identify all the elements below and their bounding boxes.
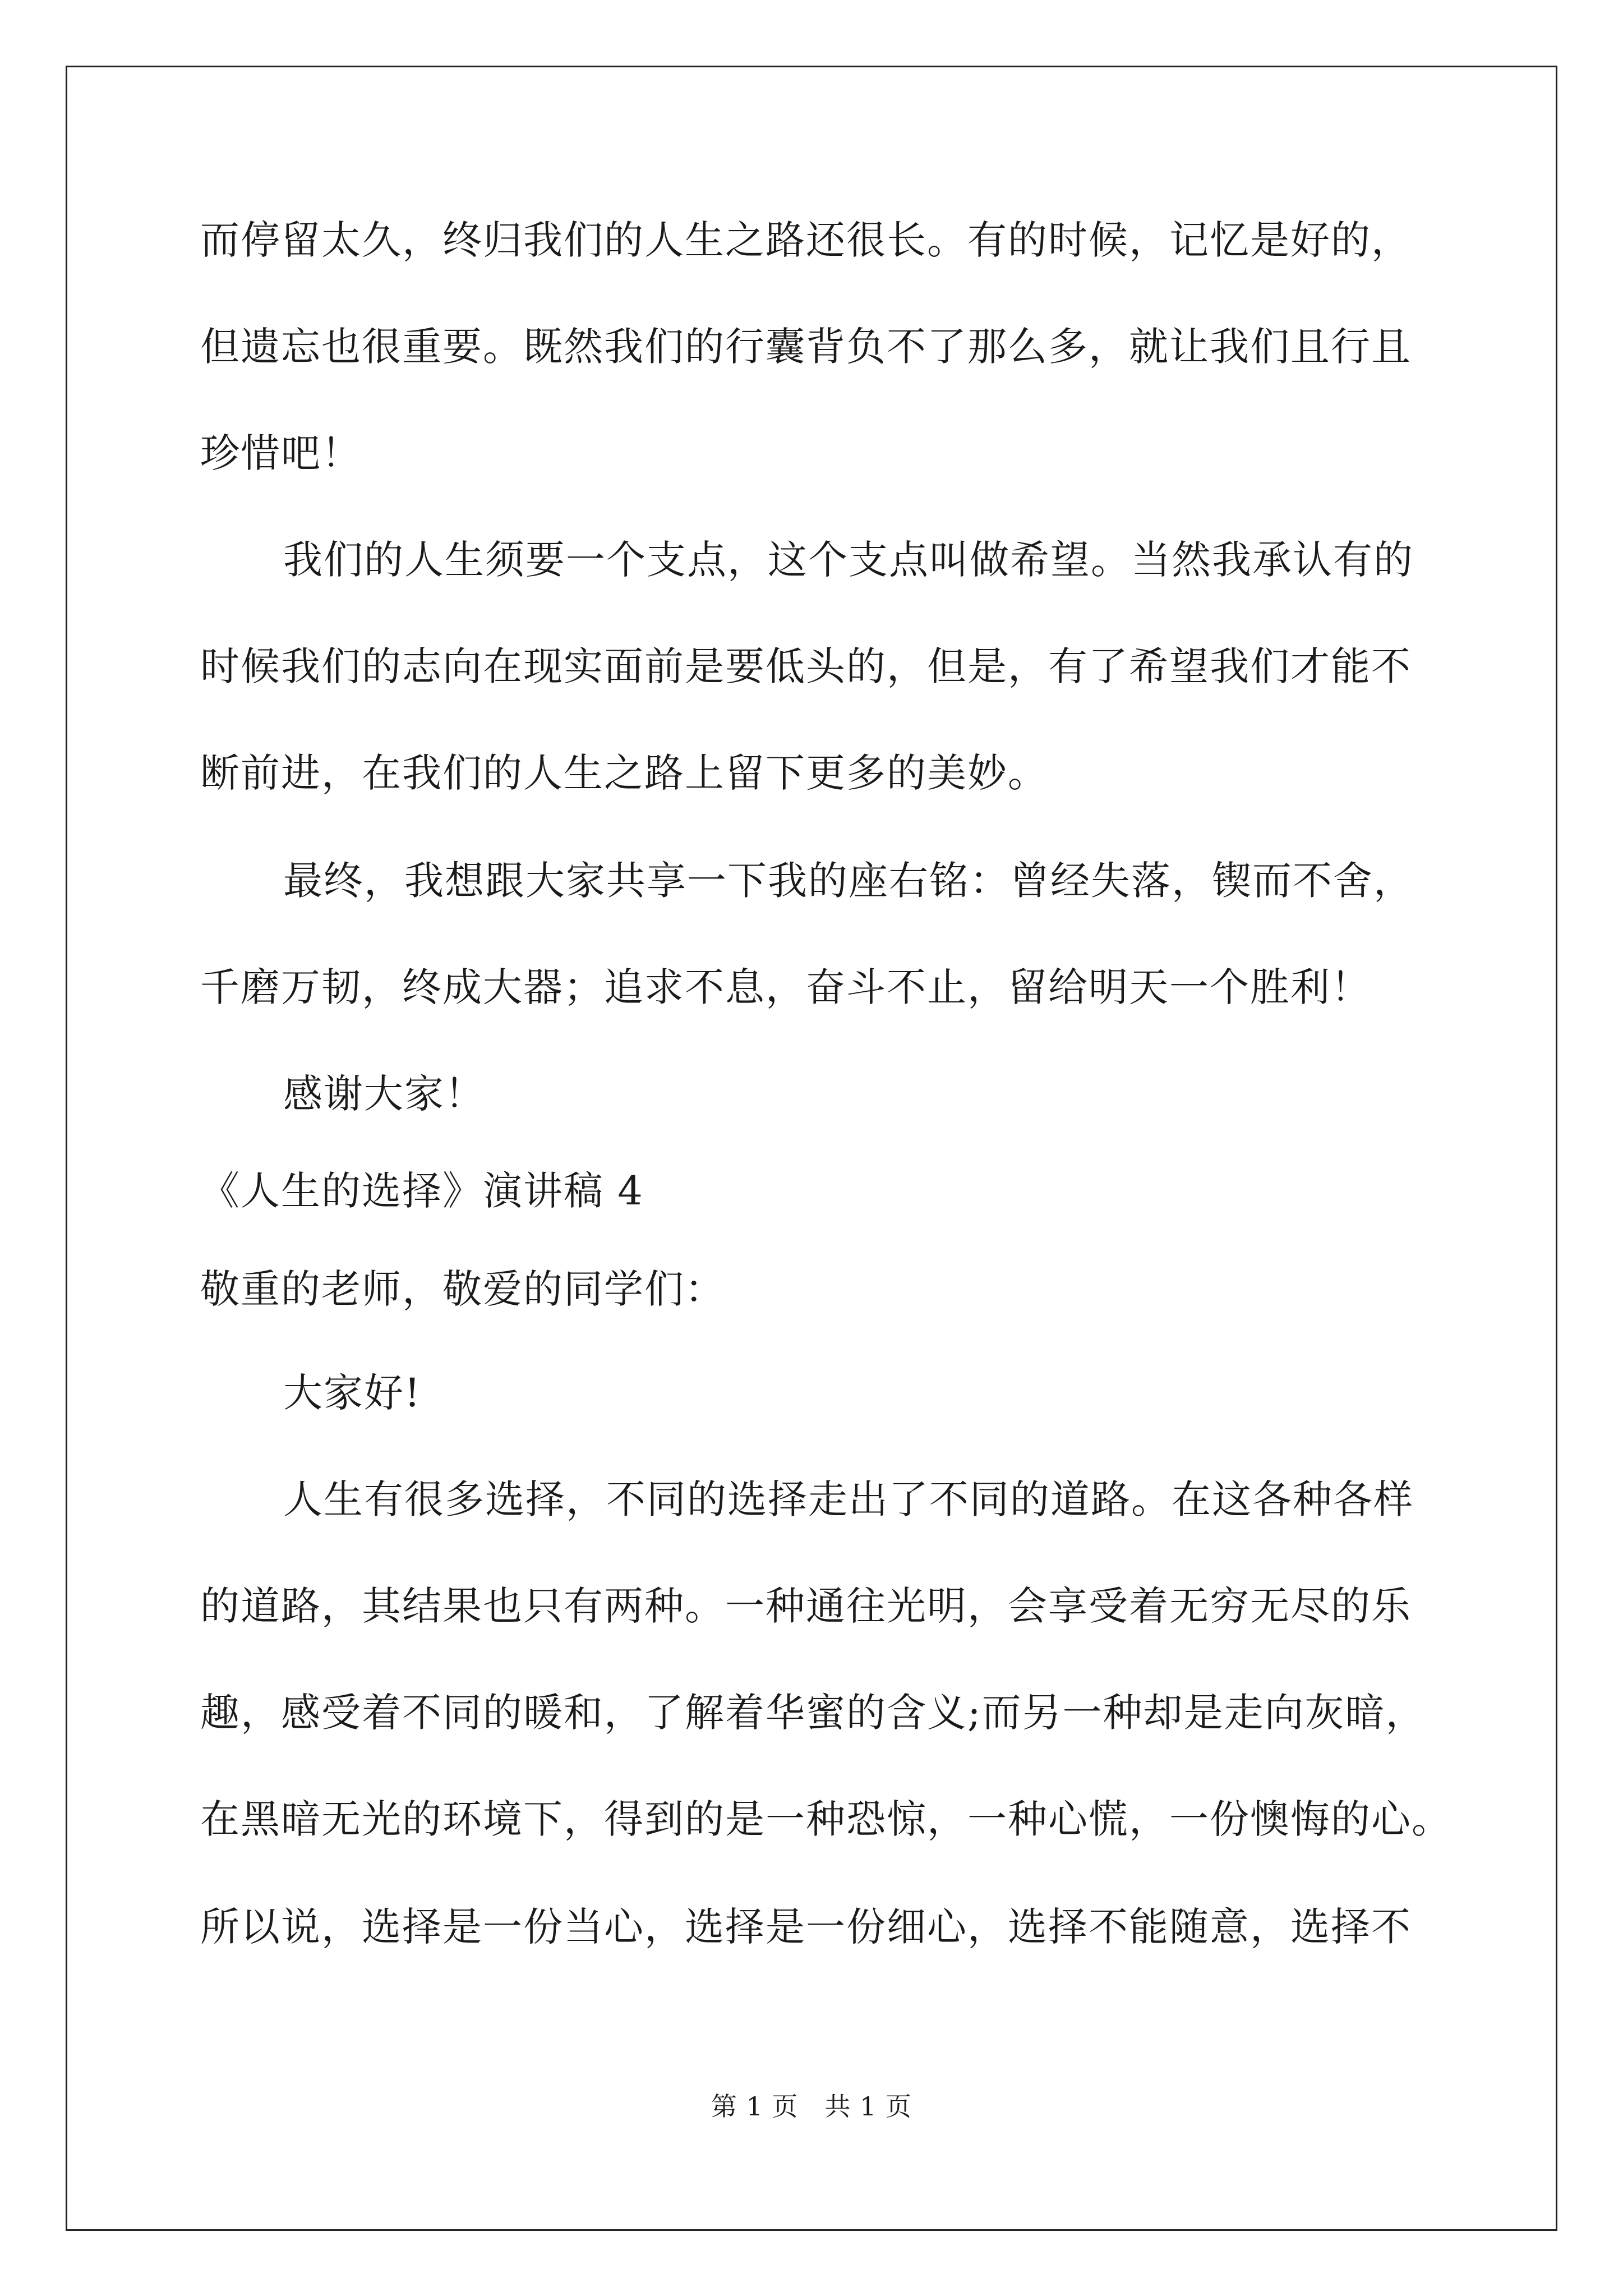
text-line: 时候我们的志向在现实面前是要低头的，但是，有了希望我们才能不 <box>200 643 1412 689</box>
text-line: 珍惜吧！ <box>200 430 362 476</box>
text-line: 的道路，其结果也只有两种。一种通往光明，会享受着无穷无尽的乐 <box>200 1583 1412 1629</box>
section-heading: 《人生的选择》演讲稿 4 <box>200 1168 644 1214</box>
text-line: 但遗忘也很重要。既然我们的行囊背负不了那么多，就让我们且行且 <box>200 324 1412 370</box>
text-line: 而停留太久，终归我们的人生之路还很长。有的时候，记忆是好的， <box>200 217 1412 263</box>
text-line: 我们的人生须要一个支点，这个支点叫做希望。当然我承认有的 <box>283 537 1414 583</box>
greeting: 大家好! <box>283 1370 422 1416</box>
text-line: 在黑暗无光的环境下，得到的是一种恐惊，一种心慌，一份懊悔的心。 <box>200 1796 1452 1842</box>
text-line: 趣，感受着不同的暖和，了解着华蜜的含义;而另一种却是走向灰暗， <box>200 1690 1426 1736</box>
text-line: 所以说，选择是一份当心，选择是一份细心，选择不能随意，选择不 <box>200 1904 1412 1950</box>
salutation: 敬重的老师，敬爱的同学们： <box>200 1266 725 1312</box>
text-line: 最终，我想跟大家共享一下我的座右铭：曾经失落，锲而不舍， <box>283 858 1414 904</box>
text-line: 感谢大家！ <box>283 1071 485 1117</box>
page-footer: 第 1 页 共 1 页 <box>711 2091 912 2122</box>
text-line: 断前进，在我们的人生之路上留下更多的美妙。 <box>200 750 1048 796</box>
text-line: 千磨万韧，终成大器；追求不息，奋斗不止，留给明天一个胜利！ <box>200 964 1371 1010</box>
text-line: 人生有很多选择，不同的选择走出了不同的道路。在这各种各样 <box>283 1476 1414 1522</box>
